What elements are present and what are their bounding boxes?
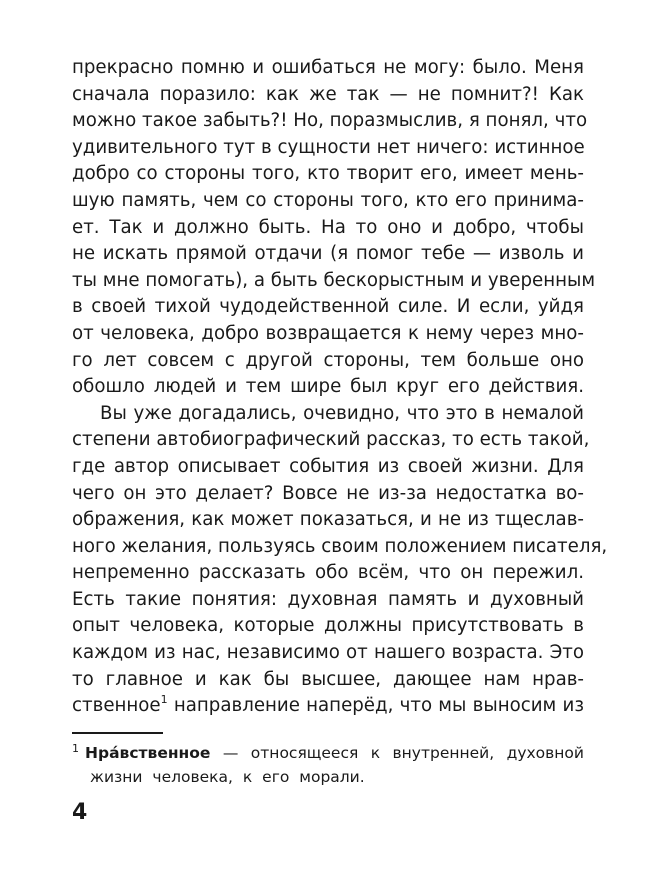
text-line: сначала поразило: как же так — не помнит?! Как [72, 83, 584, 105]
text-line: можно такое забыть?! Но, поразмыслив, я понял, что [72, 110, 588, 132]
text-line: ет. Так и должно быть. На то оно и добро, чтобы [72, 216, 584, 238]
page-number: 4 [72, 800, 88, 825]
text-line: каждом из нас, независимо от нашего возраста. Это [72, 642, 584, 664]
text-line: шую память, чем со стороны того, кто его принима- [72, 189, 584, 211]
text-fragment: направление наперёд, что мы выносим из [173, 695, 584, 717]
text-line: Вы уже догадались, очевидно, что это в немалой [100, 402, 584, 424]
text-line [72, 693, 584, 720]
text-line: непременно рассказать обо всём, что он пережил. [72, 562, 584, 584]
text-line: удивительного тут в сущности нет ничего: истинное [72, 136, 585, 158]
main-text [72, 55, 608, 720]
text-line: степени автобиографический рассказ, то есть такой, [72, 429, 590, 451]
footnote [72, 741, 584, 789]
word: ственное [72, 695, 161, 717]
text-line: прекрасно помню и ошибаться не могу: было. Меня [72, 57, 584, 78]
text-line: не искать прямой отдачи (я помог тебе — изволь и [72, 243, 584, 265]
text-line: где автор описывает события из своей жизни. Для [72, 455, 584, 477]
footnote-line [72, 741, 584, 765]
text-line: ображения, как может показаться, и не из тщеслав- [72, 509, 584, 531]
footnote-reference[interactable]: 1 [160, 693, 168, 707]
text-line: ты мне помогать), а быть бескорыстным и уверенным [72, 269, 596, 291]
text-line: го лет совсем с другой стороны, тем больше оно [72, 349, 584, 371]
text-line: от человека, добро возвращается к нему через мно- [72, 322, 584, 344]
footnote-term: Нра́вственное [85, 744, 211, 762]
footnote-mark: 1 [72, 742, 79, 755]
footnote-line: жизни человека, к его морали. [90, 768, 365, 786]
text-line: опыт человека, которые должны присутствовать в [72, 615, 584, 637]
footnote-definition: — относящееся к внутренней, духовной [222, 744, 584, 762]
text-line: чего он это делает? Вовсе не из-за недостатка во- [72, 482, 584, 504]
text-line: добро со стороны того, кто творит его, имеет мень- [72, 163, 584, 185]
paragraph-2 [72, 401, 608, 720]
text-line: обошло людей и тем шире был круг его действия. [72, 376, 584, 398]
footnote-divider [72, 732, 163, 734]
text-line: ного желания, пользуясь своим положением писателя, [72, 535, 608, 557]
text-line: в своей тихой чудодейственной силе. И если, уйдя [72, 296, 584, 318]
paragraph-1 [72, 55, 596, 401]
text-line: Есть такие понятия: духовная память и духовный [72, 588, 584, 610]
text-line: то главное и как бы высшее, дающее нам нрав- [72, 668, 584, 690]
